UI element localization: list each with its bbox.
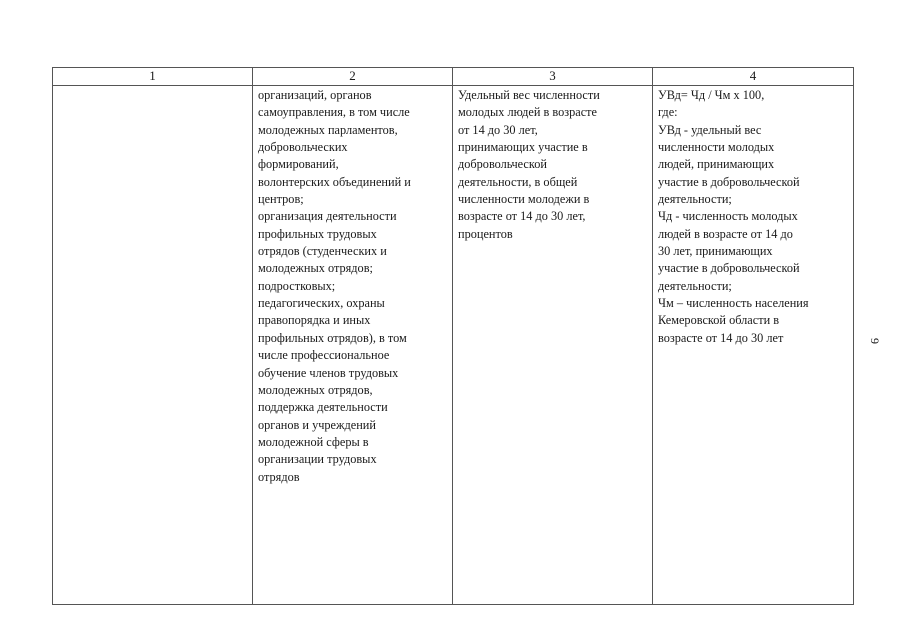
column-header-4: 4 [653, 68, 854, 86]
table-cell-col2 [253, 86, 453, 605]
cell-text-col3: Удельный вес численности молодых людей в возрасте от 14 до 30 лет, принимающих участие в добровольческой деятельности, в общей численности молодежи в возрасте от 14 до 30 лет, процентов [458, 88, 600, 241]
cell-text-col1 [53, 86, 252, 87]
table-cell-col4 [653, 86, 854, 605]
column-header-2: 2 [253, 68, 453, 86]
column-header-3: 3 [453, 68, 653, 86]
header-row [53, 68, 854, 86]
table-cell-col1 [53, 86, 253, 605]
column-header-1: 1 [53, 68, 253, 86]
table-row [53, 86, 854, 605]
indicator-table [52, 67, 854, 605]
cell-text-col2: организаций, органов самоуправления, в том числе молодежных парламентов, добровольческих формирований, волонтерских объединений и центров; организация деятельности профильных трудовых отрядов (студенческих и молодежных отрядов; подростковых; педагогических, охраны правопорядка и иных профильных отрядов), в том числе профессиональное обучение членов трудовых молодежных отрядов, поддержка деятельности органов и учреждений молодежной сферы в организации трудовых отрядов [258, 88, 411, 484]
cell-text-col4: УВд= Чд / Чм х 100, где: УВд - удельный вес численности молодых людей, принимающих участие в добровольческой деятельности; Чд - численность молодых людей в возрасте от 14 до 30 лет, принимающих участие в добровольческой деятельности; Чм – численность населения Кемеровской области в возрасте от 14 до 30 лет [658, 88, 809, 345]
table-cell-col3 [453, 86, 653, 605]
page-number: 9 [868, 338, 882, 344]
